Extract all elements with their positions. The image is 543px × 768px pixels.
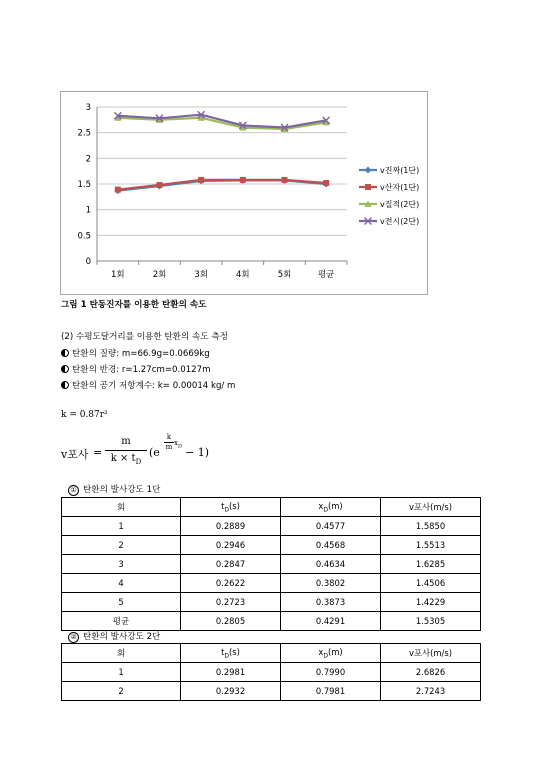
table1-marker: ① <box>68 485 79 496</box>
table-cell: 0.4634 <box>281 555 381 574</box>
header-cell: $t_D(s)$ <box>181 644 281 663</box>
table-cell: 1.4506 <box>381 574 481 593</box>
data-point <box>240 177 246 183</box>
x-tick-label: 1회 <box>111 270 125 280</box>
legend-label: v전시(2단) <box>380 217 420 226</box>
table2 <box>61 643 481 701</box>
y-tick-label: 0 <box>85 257 91 267</box>
legend-label: v질적(2단) <box>380 200 420 209</box>
table-cell: 0.7990 <box>281 663 381 682</box>
table-row <box>62 593 481 612</box>
table-cell: 0.2981 <box>181 663 281 682</box>
exp-x <box>174 439 182 449</box>
x-tick-label: 4회 <box>236 270 250 280</box>
half-circle-icon <box>61 349 69 357</box>
table-cell: 4 <box>62 574 181 593</box>
k-formula: k = 0.87r² <box>61 410 108 420</box>
exp-num: k <box>166 433 172 441</box>
table-cell: 1.4229 <box>381 593 481 612</box>
header-cell: 회 <box>62 498 181 517</box>
bullet-drag <box>61 379 235 391</box>
velocity-chart <box>60 91 428 295</box>
data-point <box>282 177 288 183</box>
x-tick-label: 5회 <box>277 270 292 280</box>
chart-svg <box>61 92 427 294</box>
table-cell: 0.2847 <box>181 555 281 574</box>
table-cell: 2 <box>62 682 181 701</box>
table-cell: 2.6826 <box>381 663 481 682</box>
table-cell: 1 <box>62 663 181 682</box>
table-cell: 0.2889 <box>181 517 281 536</box>
fraction-bar <box>105 450 147 451</box>
exp-x-text: x <box>174 439 178 447</box>
den-text: k × t <box>110 453 136 464</box>
table-cell: 0.3873 <box>281 593 381 612</box>
table-cell: 0.4568 <box>281 536 381 555</box>
table-cell: 1.5850 <box>381 517 481 536</box>
y-tick-label: 0.5 <box>77 231 91 242</box>
table-cell: 0.7981 <box>281 682 381 701</box>
table2-title <box>68 630 160 643</box>
formula-open: (e <box>149 446 160 459</box>
table-cell: 0.2723 <box>181 593 281 612</box>
section-title: (2) 수평도달거리를 이용한 탄환의 속도 측정 <box>61 332 228 342</box>
table-cell: 0.2932 <box>181 682 281 701</box>
data-point <box>157 182 163 188</box>
table-cell: 0.2946 <box>181 536 281 555</box>
legend-marker <box>365 184 371 190</box>
table-row <box>62 663 481 682</box>
table-cell: 평균 <box>62 612 181 631</box>
table-header-row <box>62 644 481 663</box>
table-cell: 3 <box>62 555 181 574</box>
table2-marker: ② <box>68 632 79 643</box>
data-point <box>198 177 204 183</box>
formula-lhs: v포사 <box>61 448 89 461</box>
y-tick-label: 2.5 <box>77 128 91 139</box>
formula-numerator: m <box>121 436 131 447</box>
table-row <box>62 517 481 536</box>
table-cell: 0.4291 <box>281 612 381 631</box>
formula-close: − 1) <box>185 446 210 459</box>
y-tick-label: 1 <box>85 205 91 216</box>
table1 <box>61 497 481 631</box>
table-cell: 5 <box>62 593 181 612</box>
series-line <box>118 115 326 128</box>
table-row <box>62 536 481 555</box>
header-cell: $x_D(m)$ <box>281 644 381 663</box>
formula-equals: = <box>93 446 103 459</box>
table-cell: 1.6285 <box>381 555 481 574</box>
table1-title-text: 탄환의 발사강도 1단 <box>83 485 161 495</box>
table-cell: 0.2805 <box>181 612 281 631</box>
table-cell: 0.2622 <box>181 574 281 593</box>
y-tick-label: 1.5 <box>77 180 91 190</box>
header-cell: $t_D(s)$ <box>181 498 281 517</box>
legend-label: v진짜(1단) <box>380 166 420 175</box>
table-row <box>62 574 481 593</box>
x-tick-label: 평균 <box>317 270 335 280</box>
table-cell: 0.3802 <box>281 574 381 593</box>
y-tick-label: 2 <box>85 154 91 165</box>
table-row <box>62 555 481 574</box>
legend-marker <box>365 167 372 174</box>
y-tick-label: 3 <box>85 103 91 113</box>
table-cell: 2 <box>62 536 181 555</box>
half-circle-icon <box>61 381 69 389</box>
exp-x-sub: D <box>177 443 182 450</box>
legend-label: v산자(1단) <box>380 183 420 192</box>
header-cell: v포사(m/s) <box>381 498 481 517</box>
header-cell: $x_D(m)$ <box>281 498 381 517</box>
table1-title <box>68 483 160 496</box>
table-cell: 1.5305 <box>381 612 481 631</box>
bullet-text: 탄환의 반경: r=1.27cm=0.0127m <box>72 365 211 375</box>
figure-caption: 그림 1 탄동진자를 이용한 탄환의 속도 <box>61 300 207 310</box>
formula-denominator <box>105 453 147 466</box>
table-cell: 0.4577 <box>281 517 381 536</box>
table2-title-text: 탄환의 발사강도 2단 <box>83 632 161 642</box>
exp-den: m <box>165 443 173 451</box>
bullet-text: 탄환의 공기 저항계수: k= 0.00014 kg/ m <box>72 381 236 391</box>
x-tick-label: 2회 <box>152 270 167 280</box>
bullet-text: 탄환의 질량: m=66.9g=0.0669kg <box>72 349 210 359</box>
half-circle-icon <box>61 365 69 373</box>
header-cell: 회 <box>62 644 181 663</box>
x-tick-label: 3회 <box>194 270 208 280</box>
bullet-mass <box>61 347 210 359</box>
table-row <box>62 682 481 701</box>
den-sub: D <box>135 458 142 466</box>
data-point <box>323 180 329 186</box>
bullet-radius <box>61 363 210 375</box>
table-header-row <box>62 498 481 517</box>
table-cell: 2.7243 <box>381 682 481 701</box>
table-cell: 1 <box>62 517 181 536</box>
data-point <box>115 187 121 193</box>
header-cell: v포사(m/s) <box>381 644 481 663</box>
table-cell: 1.5513 <box>381 536 481 555</box>
table-row <box>62 612 481 631</box>
